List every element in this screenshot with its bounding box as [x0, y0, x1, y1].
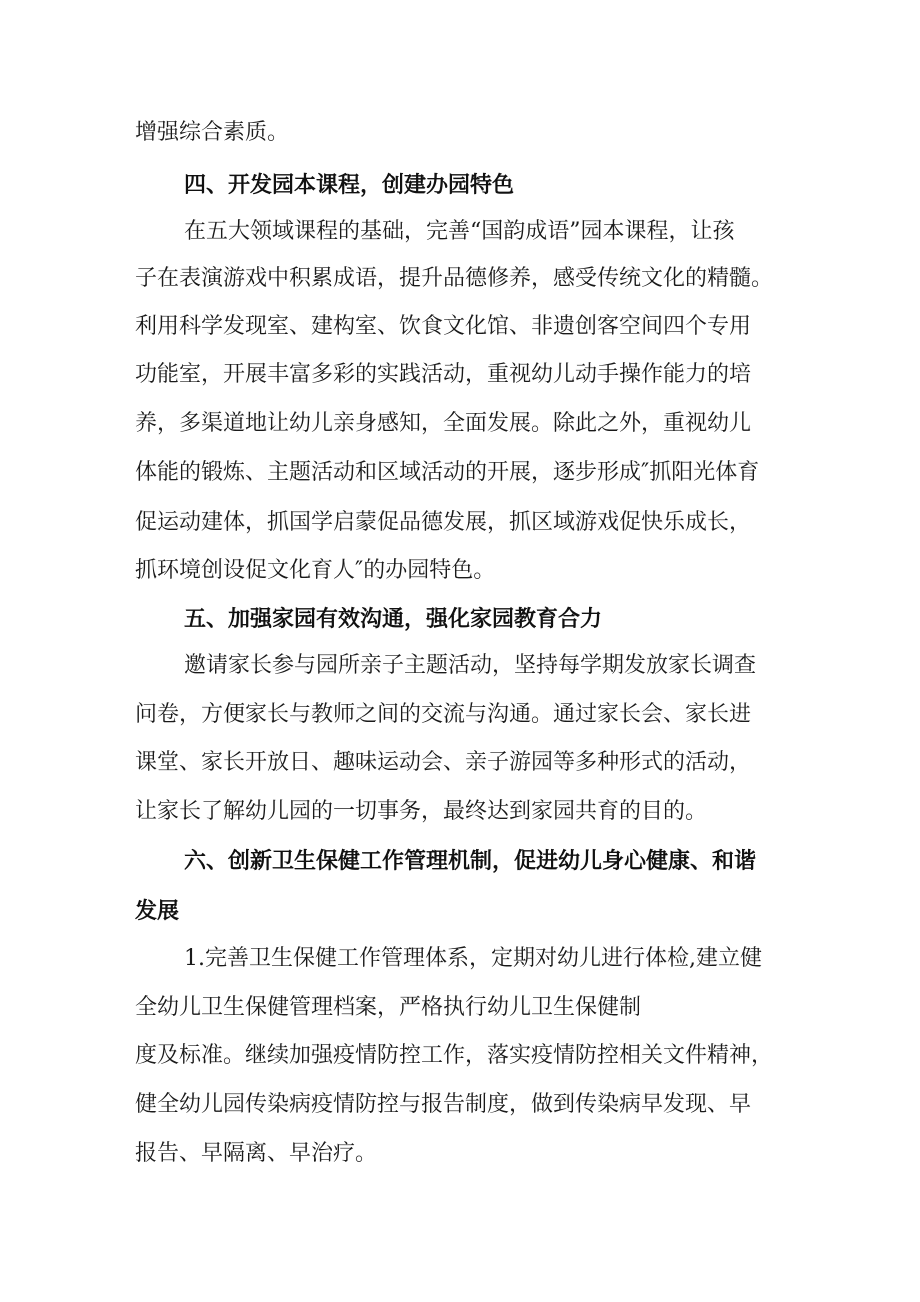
paragraph-line: 问卷，方便家长与教师之间的交流与沟通。通过家长会、家长进 — [135, 702, 752, 727]
paragraph-line: 全幼儿卫生保健管理档案，严格执行幼儿卫生保健制 — [135, 995, 642, 1020]
paragraph-line: 体能的锻炼、主题活动和区域活动的开展，逐步形成″抓阳光体育 — [135, 460, 760, 485]
paragraph-line: 健全幼儿园传染病疫情防控与报告制度，做到传染病早发现、早 — [135, 1092, 752, 1117]
paragraph-line: 抓环境创设促文化育人″的办园特色。 — [135, 558, 496, 583]
paragraph-line: 度及标准。继续加强疫情防控工作，落实疫情防控相关文件精神， — [135, 1043, 774, 1068]
paragraph-line: 子在表演游戏中积累成语，提升品德修养，感受传统文化的精髓。 — [135, 266, 774, 291]
paragraph-line: 邀请家长参与园所亲子主题活动，坚持每学期发放家长调查 — [184, 653, 757, 678]
paragraph-line: 报告、早隔离、早治疗。 — [135, 1141, 378, 1166]
paragraph-line: 课堂、家长开放日、趣味运动会、亲子游园等多种形式的活动， — [135, 750, 752, 775]
paragraph-line: 利用科学发现室、建构室、饮食文化馆、非遗创客空间四个专用 — [135, 314, 752, 339]
section-heading-6-continued: 发展 — [135, 899, 180, 924]
paragraph-line: 让家长了解幼儿园的一切事务，最终达到家园共育的目的。 — [135, 799, 708, 824]
paragraph-line: 功能室，开展丰富多彩的实践活动，重视幼儿动手操作能力的培 — [135, 362, 752, 387]
section-heading-6: 六、创新卫生保健工作管理机制，促进幼儿身心健康、和谐 — [184, 849, 757, 874]
paragraph-line: 促运动建体，抓国学启蒙促品德发展，抓区域游戏促快乐成长， — [135, 510, 752, 535]
paragraph-line: 在五大领域课程的基础，完善“国韵成语”园本课程，让孩 — [184, 219, 735, 244]
paragraph-line: 1.完善卫生保健工作管理体系，定期对幼儿进行体检,建立健 — [184, 946, 762, 971]
section-heading-4: 四、开发园本课程，创建办园特色 — [184, 173, 515, 198]
paragraph-line: 增强综合素质。 — [135, 120, 290, 145]
section-heading-5: 五、加强家园有效沟通，强化家园教育合力 — [184, 607, 603, 632]
paragraph-line: 养，多渠道地让幼儿亲身感知，全面发展。除此之外，重视幼儿 — [135, 411, 752, 436]
